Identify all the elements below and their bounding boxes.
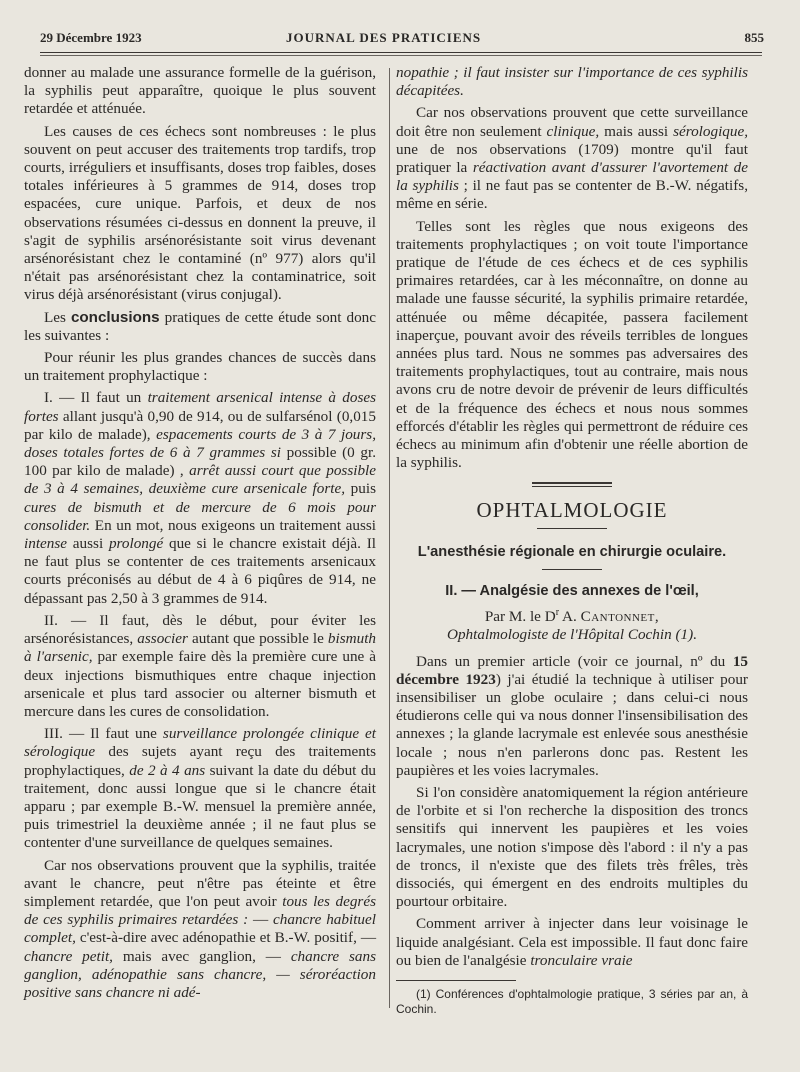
text-run: En un mot, nous exigeons un traitement aussi (94, 516, 376, 534)
text-run: mais aussi (604, 122, 669, 140)
paragraph (396, 64, 748, 100)
emphasis: réactivation avant d'assurer l'avortement de la syphilis (396, 159, 749, 195)
paragraph (396, 915, 748, 970)
bold-term-conclusions: conclusions (70, 308, 160, 326)
paragraph: Pour réunir les plus grandes chances de succès dans un traitement prophylactique : (24, 349, 376, 385)
text-run: Par M. le D (484, 608, 556, 626)
author-name: Cantonnet, (580, 608, 660, 626)
emphasis: nopathie ; il faut insister sur l'importance de ces syphilis décapitées. (396, 64, 748, 100)
text-run: ; il ne faut pas se contenter de B.-W. négatifs, même en série. (396, 177, 748, 213)
emphasis: surveillance prolongée clinique et sérologique (24, 725, 377, 761)
paragraph (24, 309, 376, 345)
text-run: possible (0 gr. 100 par kilo de malade) , (24, 444, 377, 480)
text-run: III. — Il faut une (44, 725, 157, 743)
text-run: autant que possible le (191, 630, 324, 648)
text-run: aussi (72, 535, 104, 553)
header-rule (40, 52, 762, 53)
footnote: (1) Conférences d'ophtalmologie pratique, 3 séries par an, à Cochin. (396, 987, 748, 1016)
emphasis: chancre habituel complet, (24, 911, 376, 947)
section-separator (532, 482, 612, 484)
emphasis: de 2 à 4 ans (129, 761, 206, 779)
text-run: que si le chancre existait déjà. Il ne faut plus se contenter de ces traitements arsenicaux courts préconisés au début de 4 à 6 piqûres de 914, ne dépassant pas 2,50 à 3 grammes de 914. (24, 535, 377, 607)
emphasis: espacements courts de 3 à 7 jours, doses totales fortes de 6 à 7 grammes si (24, 425, 376, 462)
text-run: Dans un premier article (voir ce journal, nº du (416, 652, 726, 670)
text-run: une de nos observations (1709) montre qu'il faut pratiquer la (396, 140, 748, 177)
text-run: par exemple faire dès la première cure une à deux injections bismuthiques entre chaque injection arsenicale et plus tard associer ou alterner bismuth et mercure dans les cures de consolidation. (24, 648, 377, 720)
text-run: mais avec ganglion, — (122, 947, 281, 965)
rule-item-3 (24, 725, 376, 852)
paragraph (24, 857, 376, 1003)
header-rule-thin (40, 55, 762, 56)
column-divider (389, 68, 390, 1008)
emphasis: chancre sans ganglion, adénopathie sans chancre, — séroréaction positive sans chancre ni adé- (24, 947, 377, 1001)
emphasis: sérologique, (673, 122, 749, 140)
byline (396, 604, 748, 626)
text-run: A. (562, 608, 577, 626)
right-column (396, 64, 748, 1021)
text-run: puis (350, 480, 376, 498)
text-run: Comment arriver à injecter dans leur voisinage le liquide analgésiant. Cela est impossible. Il faut donc faire ou bien de l'analgésie (396, 915, 748, 969)
header-journal-title: JOURNAL DES PRATICIENS (286, 30, 482, 45)
text-run: I. — Il faut un (44, 389, 142, 407)
emphasis: associer (137, 630, 188, 648)
emphasis: arrêt aussi court que possible de 3 à 4 semaines, deuxième cure arsenicale forte, (24, 462, 377, 498)
text-run: — (252, 911, 269, 929)
emphasis: cures de bismuth et de mercure de 6 mois pour consolider. (24, 498, 376, 534)
emphasis: tronculaire vraie (530, 951, 633, 969)
emphasis: clinique, (546, 122, 600, 140)
emphasis: traitement arsenical intense à doses fortes (24, 389, 377, 425)
bold-date: 15 décembre 1923 (396, 652, 749, 688)
paragraph (396, 653, 748, 780)
text-run: Car nos observations prouvent que cette surveillance doit être non seulement (396, 104, 748, 140)
text-run: allant jusqu'à 0,90 de 914, ou de sulfarsénol (0,015 par kilo de malade), (24, 407, 376, 443)
emphasis: tous les degrés de ces syphilis primaires retardées : (24, 892, 376, 929)
left-column (24, 64, 376, 1006)
text-run: des sujets ayant reçu des traitements prophylactiques, (24, 743, 376, 779)
emphasis: prolongé (108, 535, 164, 553)
rule-item-2 (24, 612, 376, 721)
emphasis: bismuth à l'arsenic, (24, 630, 377, 666)
text-run: ) j'ai étudié la technique à utiliser pour insensibiliser un globe oculaire ; dans celui-ci nous étudierons celle qui va nous donner l'insensibilisation des annexes ; la glande lacrymale est enlevée sous anesthésie locale ; nous n'en parlerons donc pas. Restent les paupières et les voies lacrymales. (396, 670, 748, 779)
running-header (40, 30, 764, 50)
superscript: r (555, 607, 560, 619)
text-run: II. — Il faut, dès le début, pour éviter les arsénorésistances, (24, 611, 376, 648)
section-separator-thin (532, 486, 612, 487)
text-run: suivant la date du début du traitement, donc aussi longue que si le chancre était apparu ; par exemple B.-W. mensuel la première année, puis trimestriel la deuxième année ; il ne faut plus se contenter d'une surveillance de quelques semaines. (24, 761, 377, 852)
text-run: c'est-à-dire avec adénopathie et B.-W. positif, — (79, 929, 377, 947)
rule-item-1 (24, 389, 376, 607)
text-run: Les (44, 308, 66, 326)
article-title: L'anesthésie régionale en chirurgie oculaire. (417, 543, 727, 560)
header-page-number: 855 (744, 30, 764, 45)
paragraph: Telles sont les règles que nous exigeons des traitements prophylactiques ; on voit toute l'importance pratique de l'étude de ces échecs et de ces syphilis primaires retardées, car à les méconnaître, on donne au malade une fausse sécurité, la syphilis primaire retardée, atténuée ou même décapitée, passera facilement inaperçue, pouvant avoir des réveils terribles de longues années plus tard. Nous ne sommes pas adversaires des traitements prophylactiques, tout au contraire, mais nous avons cru de notre devoir de prévenir de leurs difficultés et de la fréquence des échecs et nous nous sommes efforcés d'établir les règles qui permettront de réduire ces échecs au minimum afin d'obtenir une réelle abortion de la syphilis. (396, 217, 748, 472)
article-subtitle: II. — Analgésie des annexes de l'œil, (445, 582, 699, 599)
paragraph: donner au malade une assurance formelle de la guérison, la syphilis peut apparaître, quoique le plus souvent retardée et atténuée. (24, 64, 376, 118)
footnote-rule (396, 980, 516, 981)
text-run: Car nos observations prouvent que la syphilis, traitée avant le chancre, peut n'être pas éteinte et être simplement retardée, que l'on peut avoir (24, 856, 376, 910)
author-affiliation: Ophtalmologiste de l'Hôpital Cochin (1). (446, 626, 698, 644)
paragraph: Les causes de ces échecs sont nombreuses : le plus souvent on peut accuser des traitements trop tardifs, trop courts, irréguliers et insuffisants, doses trop faibles, doses totales inférieures à 5 grammes de 914, doses trop espacées, cure unique. Parfois, et deux de nos observations résumées ci-dessus en donnent la preuve, il s'agit de syphilis arsénorésistante soit virus devenant arsénorésistant chez le contaminé (nº 977) alors qu'il n'était pas arsénorésistant chez la contaminatrice, soit virus déjà arsénorésistant (virus conjugal). (24, 122, 376, 304)
section-title: OPHTALMOLOGIE (476, 498, 668, 523)
article-title-rule (542, 569, 602, 570)
text-run: pratiques de cette étude sont donc les suivantes : (24, 308, 377, 344)
section-title-rule (537, 528, 607, 529)
paragraph: Si l'on considère anatomiquement la région antérieure de l'orbite et si l'on recherche la disposition des troncs sensitifs qui innervent les paupières et les voies lacrymales, une notion s'impose dès l'abord : il n'y a pas de troncs, il n'existe que des filets très frêles, très dissociés, qui émergent en des endroits multiples du pourtour orbitaire. (396, 783, 748, 911)
emphasis: intense (24, 535, 68, 553)
header-date: 29 Décembre 1923 (40, 30, 142, 45)
emphasis: chancre petit, (24, 947, 113, 965)
paragraph (396, 104, 748, 213)
